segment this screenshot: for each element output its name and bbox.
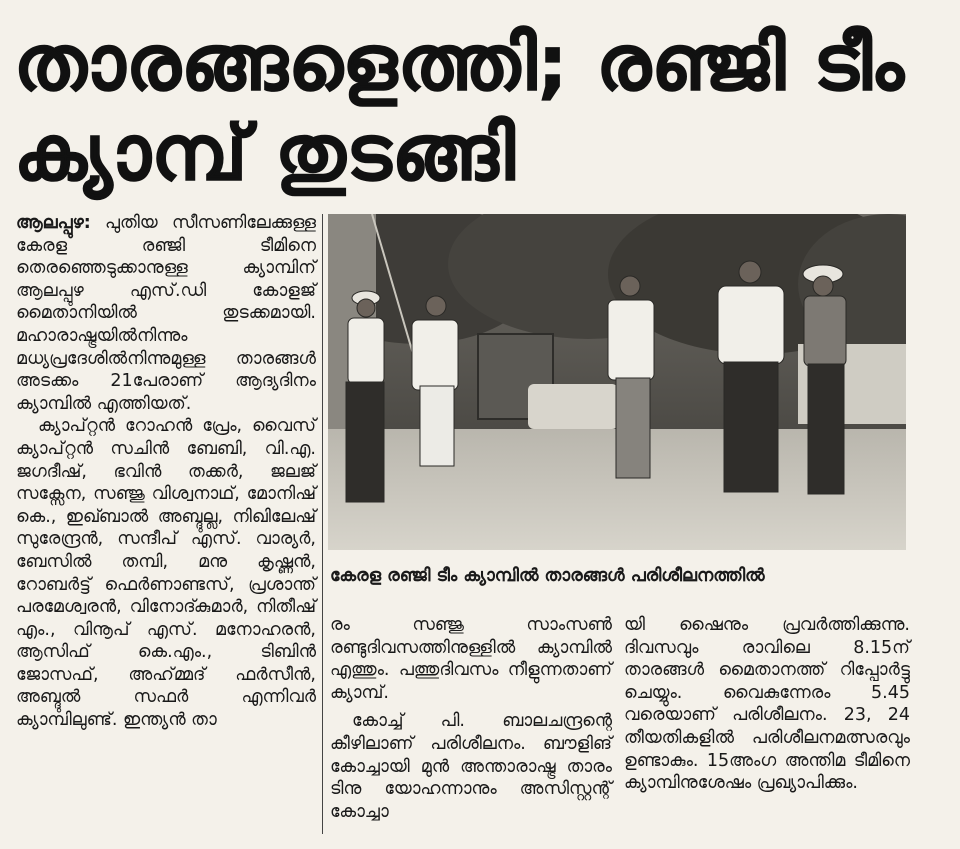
article-column-2 <box>330 614 612 823</box>
article-paragraph-1 <box>16 212 316 415</box>
article-column-3 <box>624 614 910 795</box>
article-column-1 <box>16 212 316 732</box>
column-divider <box>322 214 323 834</box>
dateline: ആലപ്പുഴ: <box>16 213 91 233</box>
article-paragraph-2: ക്യാപ്റ്റൻ റോഹൻ പ്രേം, വൈസ് ക്യാപ്റ്റൻ സചിൻ ബേബി, വി.എ. ജഗദീഷ്, ഭവിൻ തക്കർ, ജലജ് സക്സേന, സഞ്ജു വിശ്വനാഥ്, മോനിഷ് കെ., ഇഖ്ബാൽ അബ്ദുല്ല, നിഖിലേഷ് സുരേന്ദ്രൻ, സന്ദീപ് എസ്. വാര്യർ, ബേസിൽ തമ്പി, മനു കൃഷ്ണൻ, റോബർട്ട് ഫെർണാണ്ടസ്, പ്രശാന്ത് പരമേശ്വരൻ, വിനോദ്കുമാർ, നിതീഷ് എം., വിനൂപ് എസ്. മനോഹരൻ, ആസിഫ് കെ.എം., ടിബിൻ ജോസഫ്, അഹ്മ്മദ് ഫർസീൻ, അബ്ദുൽ സഫർ എന്നിവർ ക്യാമ്പിലുണ്ട്. ഇന്ത്യൻ താ <box>16 416 316 731</box>
article-paragraph-5: യി ഷൈനും പ്രവർത്തിക്കുന്നു. ദിവസവും രാവിലെ 8.15ന് താരങ്ങൾ മൈതാനത്ത് റിപ്പോർട്ടു ചെയ്യും. വൈകുന്നേരം 5.45 വരെയാണ് പരിശീലനം. 23, 24 തീയതികളിൽ പരിശീലനമത്സരവും ഉണ്ടാകും. 15അംഗ അന്തിമ ടീമിനെ ക്യാമ്പിനുശേഷം പ്രഖ്യാപിക്കും. <box>624 615 910 794</box>
headline <box>14 18 944 198</box>
photo-image <box>328 214 906 550</box>
article-paragraph-3: രം സഞ്ജു സാംസൺ രണ്ടുദിവസത്തിനുള്ളിൽ ക്യാമ്പിൽ എത്തും. പത്തുദിവസം നീളുന്നതാണ് ക്യാമ്പ്. <box>330 615 612 703</box>
photo-caption: കേരള രഞ്ജി ടീം ക്യാമ്പിൽ താരങ്ങൾ പരിശീലനത്തിൽ <box>330 566 765 586</box>
article-paragraph-4: കോച്ച് പി. ബാലചന്ദ്രന്റെ കീഴിലാണ് പരിശീലനം. ബൗളിങ് കോച്ചായി മുൻ അന്താരാഷ്ട്ര താരം ടിനു യോഹന്നാനും അസിസ്റ്റന്റ് കോച്ചാ <box>330 711 612 822</box>
article-paragraph-1-text: പുതിയ സീസണിലേക്കുള്ള കേരള രഞ്ജി ടീമിനെ തെരഞ്ഞെടുക്കാനുള്ള ക്യാമ്പിന് ആലപ്പുഴ എസ്.ഡി കോളജ് മൈതാനിയിൽ തുടക്കമായി. മഹാരാഷ്ട്രയിൽനിന്നും മധ്യപ്രദേശിൽനിന്നുമുള്ള താരങ്ങൾ അടക്കം 21പേരാണ് ആദ്യദിനം ക്യാമ്പിൽ എത്തിയത്. <box>16 213 316 414</box>
headline-line-1: താരങ്ങളെത്തി; രഞ്ജി ടീം <box>14 18 905 107</box>
headline-line-2: ക്യാമ്പ് തുടങ്ങി <box>14 108 516 197</box>
team-practice-photo <box>328 214 906 550</box>
